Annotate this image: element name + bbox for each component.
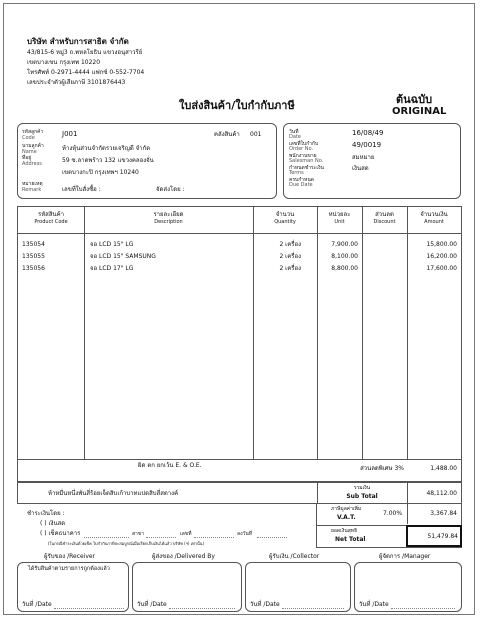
net-total-value-box (406, 525, 462, 547)
subtotal-label-en: Sub Total (346, 493, 378, 500)
company-tax-id: เลขประจำตัวผู้เสียภาษี 3101876443 (27, 79, 126, 86)
salesman-label-en: Salesman No. (289, 158, 324, 164)
document-title: ใบส่งสินค้า/ใบกำกับภาษี (179, 99, 295, 112)
special-discount-amount: 1,488.00 (430, 465, 457, 472)
row-description: จอ LCD 15" LG (90, 241, 134, 248)
order-number: 49/0019 (352, 141, 382, 149)
row-product-code: 135055 (22, 253, 45, 260)
customer-box (17, 123, 277, 199)
remark-label-en: Remark (22, 187, 42, 193)
row-unit-price: 8,800.00 (331, 265, 358, 272)
special-discount-label: ส่วนลดพิเศษ 3% (360, 465, 404, 472)
cheque-date-line (257, 537, 287, 538)
header-unit: หน่วยละ (328, 211, 351, 218)
deliverer-signature-box (132, 562, 242, 612)
collector-date-label: วันที่ /Date (250, 601, 280, 608)
company-name: บริษัท สำหรับการสาธิต จำกัด (27, 37, 129, 46)
cheque-date-label: ลงวันที่ (237, 531, 253, 537)
column-divider (84, 207, 85, 459)
row-description: จอ LCD 17" LG (90, 265, 134, 272)
cash-option: ( ) เงินสด (40, 520, 66, 527)
row-amount: 17,600.00 (426, 265, 457, 272)
vat-label-th: ภาษีมูลค่าเพิ่ม (331, 506, 362, 512)
customer-name-label-en: Name (22, 149, 37, 155)
ship-by-label: จัดส่งโดย : (156, 186, 185, 193)
deliverer-date-label: วันที่ /Date (137, 601, 167, 608)
eoe-note: ผิด ตก ยกเว้น E. & O.E. (138, 462, 202, 469)
company-phone: โทรศัพท์ 0-2971-4444 แฟกซ์ 0-552-7704 (27, 69, 145, 76)
collector-date-line (282, 608, 344, 609)
header-description: รายละเอียด (153, 211, 184, 218)
order-no-label-en: Order No. (289, 146, 314, 152)
terms-label: กำหนดชำระเงิน (289, 165, 324, 171)
customer-address-label: ที่อยู่ (22, 155, 32, 161)
date-label-en: Date (289, 134, 301, 140)
customer-name-label: นามลูกค้า (22, 143, 44, 149)
table-footer-divider (18, 459, 461, 460)
receiver-signature-box (17, 562, 129, 612)
cheque-label: เช็คธนาคาร (48, 530, 81, 537)
document-meta-box (283, 123, 461, 199)
vat-rate: 7.00% (383, 510, 403, 517)
subtotal-label-th: รวมเงิน (353, 485, 371, 491)
customer-code: J001 (62, 130, 78, 138)
row-unit-price: 8,100.00 (331, 253, 358, 260)
terms-label-en: Terms (289, 170, 304, 176)
vat-row (316, 504, 462, 526)
row-quantity: 2 เครื่อง (279, 265, 301, 272)
cheque-option: ( ) เช็คธนาคาร (40, 530, 81, 537)
receiver-note: ได้รับสินค้าตามรายการถูกต้องแล้ว (28, 566, 110, 572)
column-divider (362, 207, 363, 459)
customer-address-label-en: Address (22, 161, 42, 167)
order-no-label: เลขที่ใบกำกับ (289, 141, 319, 147)
header-discount: ส่วนลด (375, 211, 394, 218)
receiver-date-label: วันที่ /Date (22, 601, 52, 608)
subtotal-row (17, 482, 462, 504)
due-date-label-en: Due Date (289, 182, 313, 188)
salesman-label: พนักงานขาย (289, 153, 317, 159)
customer-code-label: รหัสลูกค้า (22, 129, 44, 135)
remark-label: หมายเหตุ (22, 181, 43, 187)
cheque-bank-line (84, 537, 129, 538)
manager-signature-box (354, 562, 462, 612)
cheque-number-line (194, 537, 234, 538)
manager-date-line (391, 608, 455, 609)
collector-label: ผู้รับเงิน /Collector (269, 553, 320, 560)
customer-address-line-2: เขตบางกะปิ กรุงเทพฯ 10240 (62, 169, 139, 176)
cheque-branch-line (146, 537, 176, 538)
customer-code-label-en: Code (22, 135, 35, 141)
subtotal-amount: 48,112.00 (426, 490, 457, 497)
invoice-page (3, 3, 475, 615)
deliverer-label: ผู้ส่งของ /Delivered By (152, 553, 215, 560)
cheque-note: (ในกรณีชำระเงินด้วยเช็ค ใบกำกับภาษีจะสมบูรณ์เมื่อเรียกเก็บเงินได้แล้ว บริษัท (ฯ) เท่านั้น) (48, 541, 205, 546)
header-product-code-en: Product Code (34, 219, 68, 225)
net-total-label-en: Net Total (335, 536, 366, 543)
document-date: 16/08/49 (352, 129, 384, 137)
warehouse-label: คลังสินค้า (214, 131, 240, 138)
manager-label: ผู้จัดการ /Manager (379, 553, 431, 560)
header-product-code: รหัสสินค้า (38, 211, 64, 218)
collector-signature-box (245, 562, 351, 612)
header-description-en: Description (154, 219, 183, 225)
payment-terms: เงินสด (352, 165, 369, 172)
copy-label-en: ORIGINAL (392, 106, 447, 117)
header-amount: จำนวนเงิน (420, 211, 448, 218)
items-table (17, 206, 462, 482)
vat-label-en: V.A.T. (337, 514, 356, 521)
row-quantity: 2 เครื่อง (279, 241, 301, 248)
row-product-code: 135056 (22, 265, 45, 272)
customer-address-line-1: 59 ซ.ลาดพร้าว 132 แขวงคลองจั่น (62, 157, 154, 164)
customer-name: ห้างหุ้นส่วนจำกัดรวยเจริญดี จำกัด (62, 145, 151, 152)
po-number-label: เลขที่ใบสั่งซื้อ : (62, 186, 101, 193)
vat-amount: 3,367.84 (430, 510, 457, 517)
header-unit-en: Unit (334, 219, 345, 225)
cheque-branch-label: สาขา (132, 531, 145, 537)
payment-method-label: ชำระเงินโดย : (27, 510, 65, 517)
header-quantity-en: Quantity (274, 219, 296, 225)
deliverer-date-line (169, 608, 235, 609)
cash-label: เงินสด (48, 520, 66, 527)
header-quantity: จำนวน (275, 211, 295, 218)
receiver-label: ผู้รับของ /Receiver (44, 553, 96, 560)
header-discount-en: Discount (373, 219, 396, 225)
net-total-row (316, 526, 462, 548)
row-amount: 15,800.00 (426, 241, 457, 248)
row-unit-price: 7,900.00 (331, 241, 358, 248)
salesman: สมหมาย (352, 154, 375, 161)
net-total-label-th: ยอดเงินสุทธิ (331, 528, 358, 534)
copy-label-th: ต้นฉบับ (396, 93, 433, 106)
warehouse-code: 001 (250, 131, 262, 138)
cheque-number-label: เลขที่ (180, 531, 192, 537)
row-description: จอ LCD 15" SAMSUNG (90, 253, 156, 260)
net-total-amount: 51,479.84 (427, 533, 458, 540)
row-product-code: 135054 (22, 241, 45, 248)
row-quantity: 2 เครื่อง (279, 253, 301, 260)
header-amount-en: Amount (424, 219, 444, 225)
company-address-1: 43/815-6 หมู่3 ถ.พหลโยธิน แขวงอนุสาวรีย์ (27, 49, 143, 56)
receiver-date-line (54, 608, 124, 609)
company-address-2: เขตบางเขน กรุงเทพ 10220 (27, 59, 101, 66)
manager-date-label: วันที่ /Date (359, 601, 389, 608)
due-date-label: ครบกำหนด (289, 177, 314, 183)
row-amount: 16,200.00 (426, 253, 457, 260)
date-label: วันที่ (289, 129, 299, 135)
amount-in-words: ห้าหมื่นหนึ่งพันสี่ร้อยเจ็ดสิบเก้าบาทแปดสิบสี่สตางค์ (48, 490, 179, 497)
